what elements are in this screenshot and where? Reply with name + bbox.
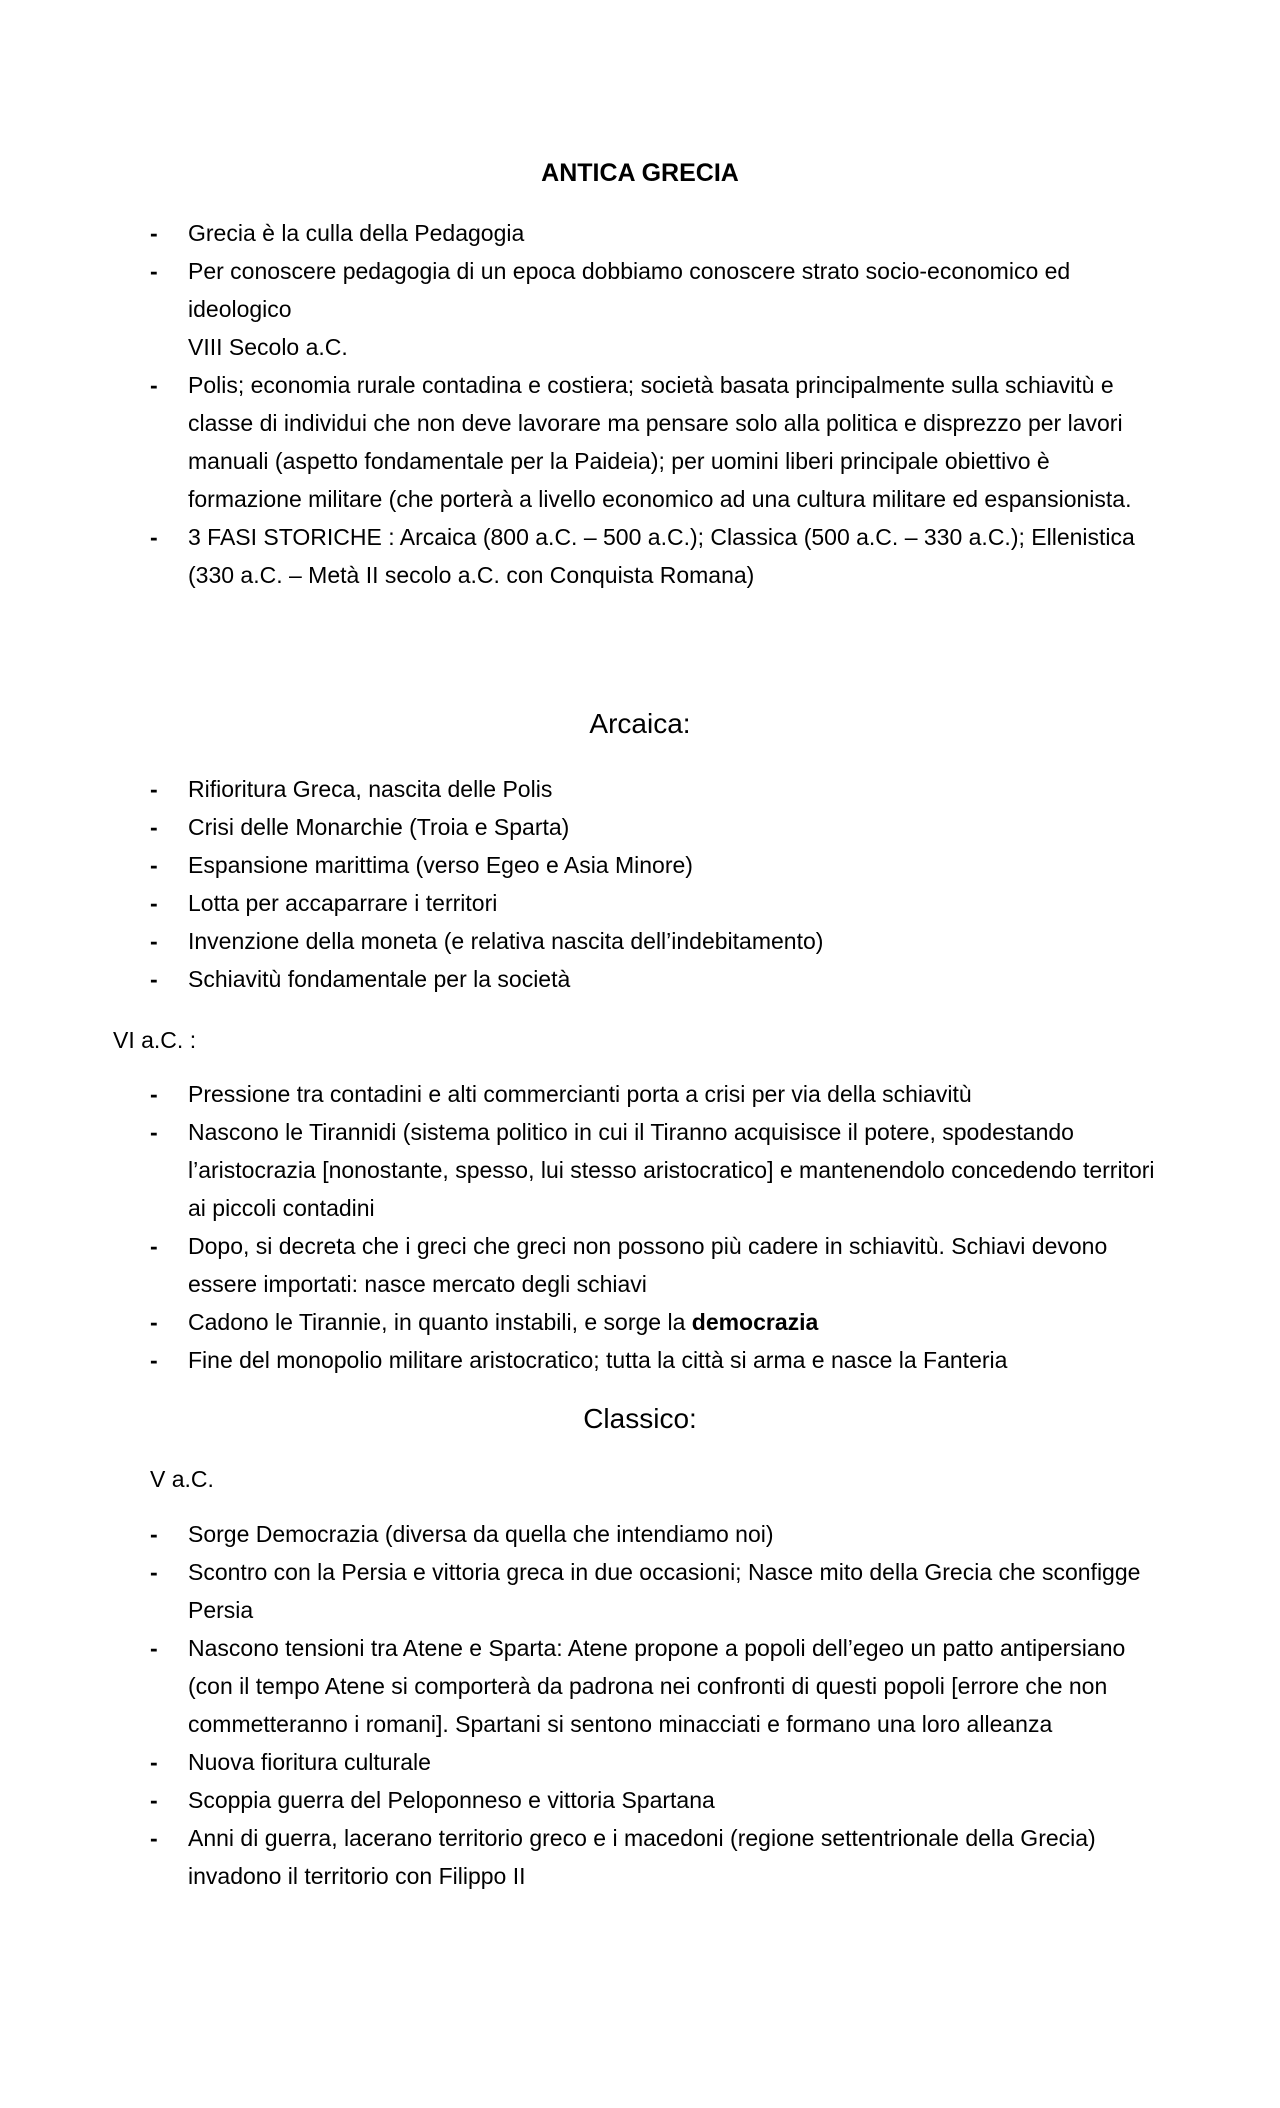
list-item-text: Per conoscere pedagogia di un epoca dobbiamo conoscere strato socio-economico ed ideologico bbox=[188, 258, 1071, 322]
list-item bbox=[150, 846, 1160, 884]
bullet-dash: - bbox=[150, 258, 158, 284]
list-item-text: Scontro con la Persia e vittoria greca in due occasioni; Nasce mito della Grecia che sconfigge Persia bbox=[188, 1559, 1141, 1623]
list-item bbox=[150, 1515, 1160, 1553]
list-item-text: Nascono le Tirannidi (sistema politico in cui il Tiranno acquisisce il potere, spodestando l’aristocrazia [nonostante, spesso, lui stesso aristocratico] e mantenendolo concedendo territori ai piccoli contadini bbox=[188, 1119, 1155, 1221]
list-item-text: Rifioritura Greca, nascita delle Polis bbox=[188, 776, 553, 802]
document-title: ANTICA GRECIA bbox=[541, 159, 739, 187]
bullet-dash: - bbox=[150, 220, 158, 246]
list-item-text: Invenzione della moneta (e relativa nascita dell’indebitamento) bbox=[188, 928, 824, 954]
democrazia-bold-text: democrazia bbox=[691, 1309, 819, 1335]
bullet-dash: - bbox=[150, 966, 158, 992]
bullet-dash: - bbox=[150, 1309, 158, 1335]
list-item bbox=[150, 252, 1160, 366]
bullet-dash: - bbox=[150, 890, 158, 916]
intro-list bbox=[150, 214, 1160, 594]
list-item-text: Grecia è la culla della Pedagogia bbox=[188, 220, 525, 246]
bullet-dash: - bbox=[150, 776, 158, 802]
list-item-text: Espansione marittima (verso Egeo e Asia Minore) bbox=[188, 852, 693, 878]
list-item bbox=[150, 214, 1160, 252]
list-item bbox=[150, 922, 1160, 960]
list-item bbox=[150, 1743, 1160, 1781]
list-item bbox=[150, 1113, 1160, 1227]
bullet-dash: - bbox=[150, 1559, 158, 1585]
list-item bbox=[150, 1781, 1160, 1819]
bullet-dash: - bbox=[150, 1787, 158, 1813]
list-item bbox=[150, 366, 1160, 518]
vi-ac-list bbox=[150, 1075, 1160, 1379]
bullet-dash: - bbox=[150, 1119, 158, 1145]
bullet-dash: - bbox=[150, 1521, 158, 1547]
list-item-text: 3 FASI STORICHE : Arcaica (800 a.C. – 500 a.C.); Classica (500 a.C. – 330 a.C.); Ellenistica (330 a.C. – Metà II secolo a.C. con Conquista Romana) bbox=[188, 524, 1135, 588]
bullet-dash: - bbox=[150, 852, 158, 878]
list-item-text: Crisi delle Monarchie (Troia e Sparta) bbox=[188, 814, 570, 840]
list-item-text: Scoppia guerra del Peloponneso e vittoria Spartana bbox=[188, 1787, 715, 1813]
bullet-dash: - bbox=[150, 814, 158, 840]
vi-ac-label: VI a.C. : bbox=[113, 1027, 197, 1053]
list-item-text: Schiavitù fondamentale per la società bbox=[188, 966, 571, 992]
classico-list bbox=[150, 1515, 1160, 1895]
list-item bbox=[150, 770, 1160, 808]
list-item-text: Polis; economia rurale contadina e costiera; società basata principalmente sulla schiavitù e classe di individui che non deve lavorare ma pensare solo alla politica e disprezzo per lavori manuali (aspetto fondamentale per la Paideia); per uomini liberi principale obiettivo è formazione militare (che porterà a livello economico ad una cultura militare ed espansionista. bbox=[188, 372, 1132, 512]
list-item bbox=[150, 1303, 1160, 1341]
list-item-text: Lotta per accaparrare i territori bbox=[188, 890, 498, 916]
bullet-dash: - bbox=[150, 1233, 158, 1259]
list-item bbox=[150, 960, 1160, 998]
list-item-text: Nascono tensioni tra Atene e Sparta: Atene propone a popoli dell’egeo un patto antipersiano (con il tempo Atene si comporterà da padrona nei confronti di questi popoli [errore che non commetteranno i romani]. Spartani si sentono minacciati e formano una loro alleanza bbox=[188, 1635, 1126, 1737]
list-item bbox=[150, 1075, 1160, 1113]
list-item-text: Cadono le Tirannie, in quanto instabili, e sorge la bbox=[188, 1309, 692, 1335]
section-heading-classico: Classico: bbox=[583, 1403, 697, 1434]
bullet-dash: - bbox=[150, 1081, 158, 1107]
list-item bbox=[150, 808, 1160, 846]
list-item-text: Anni di guerra, lacerano territorio greco e i macedoni (regione settentrionale della Grecia) invadono il territorio con Filippo II bbox=[188, 1825, 1096, 1889]
list-item-text: Dopo, si decreta che i greci che greci non possono più cadere in schiavitù. Schiavi devono essere importati: nasce mercato degli schiavi bbox=[188, 1233, 1108, 1297]
list-item bbox=[150, 1227, 1160, 1303]
bullet-dash: - bbox=[150, 1347, 158, 1373]
list-item-text: Sorge Democrazia (diversa da quella che intendiamo noi) bbox=[188, 1521, 774, 1547]
list-item bbox=[150, 518, 1160, 594]
bullet-dash: - bbox=[150, 524, 158, 550]
v-ac-subheading: V a.C. bbox=[150, 1466, 214, 1492]
list-item bbox=[150, 1819, 1160, 1895]
section-heading-arcaica: Arcaica: bbox=[589, 708, 691, 739]
bullet-dash: - bbox=[150, 1825, 158, 1851]
bullet-dash: - bbox=[150, 1749, 158, 1775]
list-item bbox=[150, 1629, 1160, 1743]
list-item bbox=[150, 884, 1160, 922]
list-item-text: Fine del monopolio militare aristocratico; tutta la città si arma e nasce la Fanteria bbox=[188, 1347, 1008, 1373]
bullet-dash: - bbox=[150, 928, 158, 954]
list-item-text: Nuova fioritura culturale bbox=[188, 1749, 431, 1775]
intro-century-note: VIII Secolo a.C. bbox=[188, 334, 348, 360]
bullet-dash: - bbox=[150, 1635, 158, 1661]
bullet-dash: - bbox=[150, 372, 158, 398]
list-item bbox=[150, 1341, 1160, 1379]
list-item bbox=[150, 1553, 1160, 1629]
arcaica-list bbox=[150, 770, 1160, 998]
list-item-text: Pressione tra contadini e alti commercianti porta a crisi per via della schiavitù bbox=[188, 1081, 972, 1107]
